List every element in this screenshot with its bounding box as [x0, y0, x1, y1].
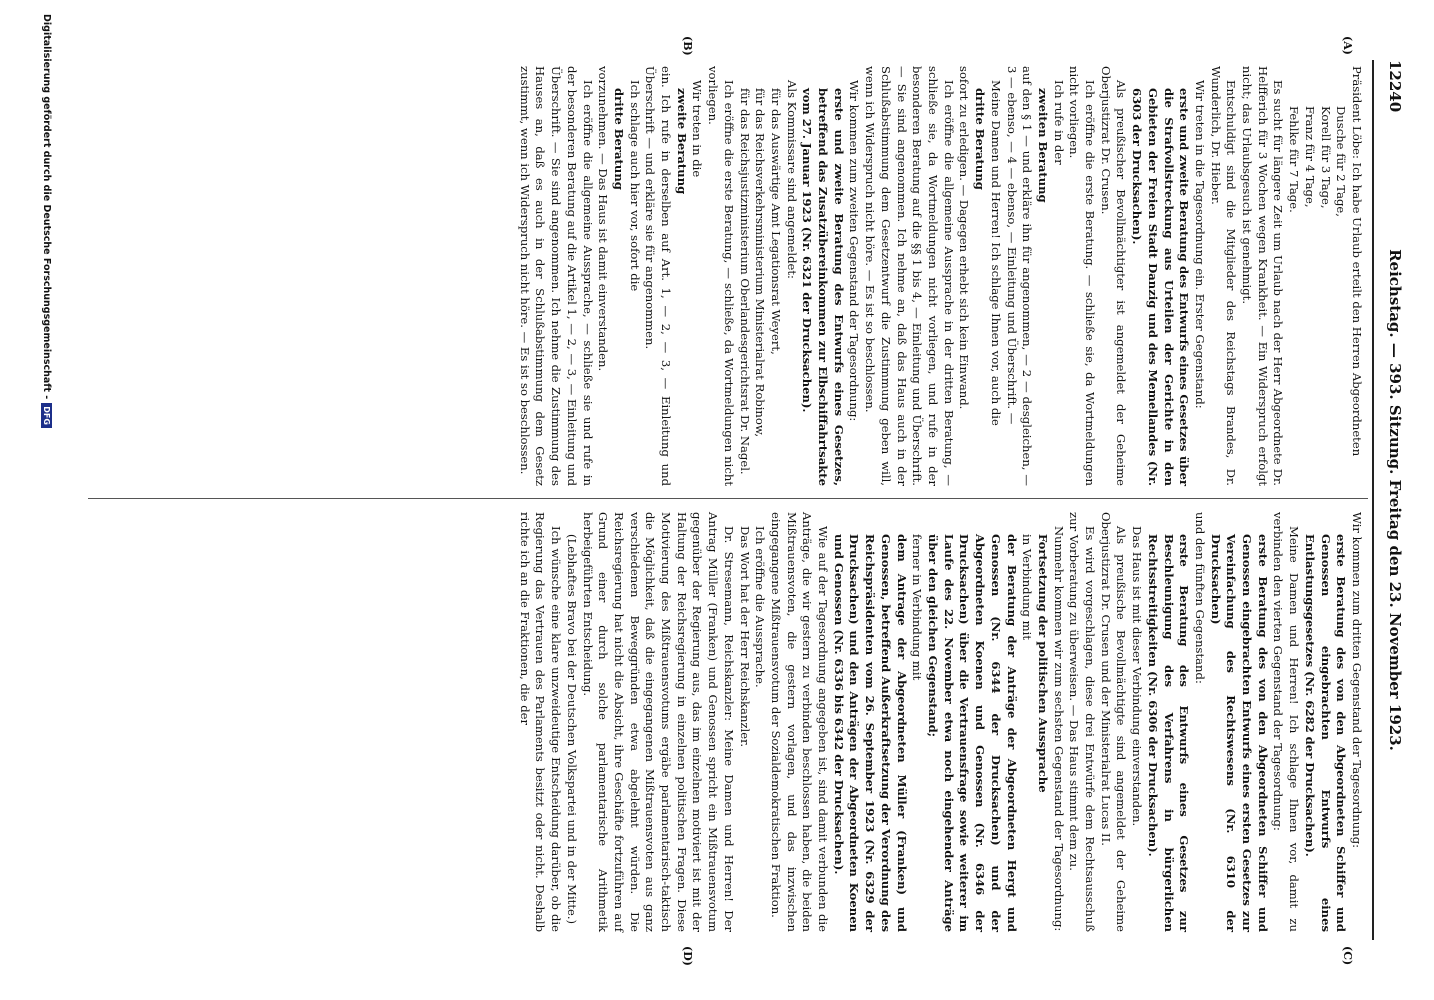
paragraph: erste Beratung des Entwurfs eines Gesetzes zur Beschleunigung des Verfahrens in bürgerlichen Rechtsstreitigkeiten (Nr. 6306 der Drucksachen).: [1145, 534, 1192, 932]
paragraph: Korell für 3 Tage,: [1318, 106, 1333, 209]
header-rule: [1372, 60, 1374, 940]
paragraph: Ich eröffne die erste Beratung. — schließe sie, da Wortmeldungen nicht vorliegen.: [1067, 66, 1098, 486]
paragraph: erste und zweite Beratung des Entwurfs eines Gesetzes, betreffend das Zusatzübereinkommen zur Elbschiffahrtsakte vom 27. Januar 1923 (Nr. 6321 der Drucksachen).: [800, 88, 846, 486]
paragraph: Ich schlage auch hier vor, sofort die: [627, 80, 642, 292]
paragraph: Meine Damen und Herren! Ich schlage Ihnen vor, auch die: [988, 80, 1003, 426]
left-column: [516, 66, 1364, 486]
paragraph: dritte Beratung: [973, 88, 988, 190]
paragraph: Fehlke für 7 Tage.: [1287, 106, 1302, 213]
paragraph: ferner in Verbindung mit: [910, 534, 925, 681]
paragraph: erste und zweite Beratung des Entwurfs eines Gesetzes über die Strafvollstreckung aus Urteilen der Gerichte in den Gebieten der Freien Stadt Danzig und des Memellandes (Nr. 6303 der Drucksachen).: [1130, 88, 1192, 486]
paragraph: Meine Damen und Herren! Ich schlage Ihnen vor, damit zu verbinden den vierten Gegenstand der Tagesordnung:: [1271, 512, 1302, 932]
paragraph: (Lebhaftes Bravo bei der Deutschen Volkspartei und in der Mitte.): [564, 534, 579, 925]
running-title: Reichstag. — 393. Sitzung. Freitag den 23. November 1923.: [1386, 249, 1404, 751]
paragraph: Dusche für 2 Tage,: [1334, 106, 1349, 217]
paragraph: dritte Beratung: [611, 88, 626, 190]
digitization-text: Digitalisierung gefördert durch die Deutsche Forschungsgemeinschaft -: [41, 14, 52, 400]
paragraph: und den fünften Gegenstand:: [1192, 512, 1207, 684]
paragraph: Als preußische Bevollmächtigte sind angemeldet der Geheime Oberjustizrat Dr. Crusen und der Ministerialrat Lucas II.: [1098, 512, 1129, 932]
paragraph: für das Reichsjustizministerium Oberlandesgerichtsrat Dr. Nagel.: [737, 88, 752, 475]
paragraph: Ich eröffne die erste Beratung, — schließe, da Wortmeldungen nicht vorliegen.: [706, 66, 736, 486]
paragraph: Ich eröffne die Aussprache.: [753, 526, 768, 688]
paragraph: auf den § 1 — und erkläre ihn für angenommen, — 2 — desgleichen, — 3 — ebenso, — 4 — ebenso, — Einleitung und Überschrift. —: [1004, 66, 1035, 486]
digitization-note: [41, 14, 52, 994]
paragraph: erste Beratung des von den Abgeordneten Schiffer und Genossen eingebrachten Entwurfs eines Entlastungsgesetzes (Nr. 6282 der Drucksachen).: [1302, 534, 1349, 932]
document-page: [34, 0, 1434, 1000]
paragraph: Fortsetzung der politischen Aussprache: [1035, 534, 1050, 793]
margin-mark-c: (C): [1341, 946, 1354, 966]
paragraph: zweiten Beratung: [1035, 88, 1050, 203]
paragraph: Wir kommen zum dritten Gegenstand der Tagesordnung:: [1350, 512, 1364, 849]
paragraph: Das Wort hat der Herr Reichskanzler.: [737, 526, 752, 748]
paragraph: sofort zu erledigen. — Dagegen erhebt sich kein Einwand.: [957, 66, 972, 410]
margin-mark-d: (D): [681, 946, 694, 966]
paragraph: zweite Beratung: [674, 88, 689, 195]
paragraph: der Beratung der Anträge der Abgeordneten Hergt und Genossen (Nr. 6344 der Drucksachen) und der Abgeordneten Koenen und Genossen (Nr. 6346 der Drucksachen) über die Vertrauensfrage sowie weiterer im Laufe des 22. November etwa noch eingehender Anträge über den gleichen Gegenstand;: [926, 534, 1019, 932]
paragraph: für das Auswärtige Amt Legationsrat Weyert,: [768, 88, 783, 355]
page-header: [1376, 60, 1404, 940]
paragraph: Ich eröffne die allgemeine Aussprache, — schließe sie und rufe in der besonderen Beratung auf die Artikel 1, — 2, — 3, — Einleitung und Überschrift. — Sie sind angenommen. Ich nehme die Zustimmung des Hauses an, daß es auch in der Schlußabstimmung dem Gesetz zustimmt, wenn ich Widerspruch nicht höre. — Es ist so beschlossen.: [517, 66, 595, 486]
paragraph: Wie auf der Tagesordnung angegeben ist, sind damit verbunden die Anträge, die wir gestern zu verbinden beschlossen haben, die beiden Mißtrauensvoten, die gestern vorlagen, und das inzwischen eingegangene Mißtrauensvotum der Sozialdemokratischen Fraktion.: [768, 512, 831, 932]
paragraph: in Verbindung mit: [1020, 534, 1035, 640]
paragraph: Nunmehr kommen wir zum sechsten Gegenstand der Tagesordnung:: [1051, 526, 1066, 932]
dfg-logo-badge: DFG: [41, 403, 52, 428]
paragraph: für das Reichsverkehrsministerium Ministerialrat Robinow,: [753, 88, 768, 438]
paragraph: Es wird vorgeschlagen, diese drei Entwürfe dem Rechtsausschuß zur Vorberatung zu überweisen. — Das Haus stimmt dem zu.: [1067, 512, 1098, 932]
margin-mark-a: (A): [1341, 36, 1354, 55]
paragraph: erste Beratung des von den Abgeordneten Schiffer und Genossen eingebrachten Entwurfs eines ersten Gesetzes zur Vereinfachung des Rechtswesens (Nr. 6310 der Drucksachen): [1208, 534, 1270, 932]
right-column: [516, 512, 1364, 932]
paragraph: Wir treten in die Tagesordnung ein. Erster Gegenstand:: [1192, 80, 1207, 409]
paragraph: Franz für 4 Tage,: [1302, 106, 1317, 208]
paragraph: Als preußischer Bevollmächtigter ist angemeldet der Geheime Oberjustizrat Dr. Crusen.: [1098, 66, 1129, 486]
paragraph: vorzunehmen. — Das Haus ist damit einverstanden.: [596, 66, 611, 372]
paragraph: dem Antrage der Abgeordneten Müller (Franken) und Genossen, betreffend Außerkraftsetzung der Verordnung des Reichspräsidenten vom 26. September 1923 (Nr. 6329 der Drucksachen) und den Anträgen der Abgeordneten Koenen und Genossen (Nr. 6336 bis 6342 der Drucksachen).: [831, 534, 909, 932]
column-divider: [88, 498, 1368, 499]
paragraph: Wir kommen zum zweiten Gegenstand der Tagesordnung:: [847, 80, 862, 422]
paragraph: Das Haus ist mit dieser Verbindung einverstanden.: [1130, 526, 1145, 827]
paragraph: Präsident Löbe: Ich habe Urlaub erteilt den Herren Abgeordneten: [1350, 66, 1364, 457]
paragraph: Wir treten in die: [690, 80, 705, 178]
paragraph: Ich eröffne die allgemeine Aussprache in der dritten Beratung, — schließe sie, da Wortmeldungen nicht vorliegen, und rufe in der besonderen Beratung auf die §§ 1 bis 4, — Einleitung und Überschrift. — Sie sind angenommen. Ich nehme an, daß das Haus auch in der Schlußabstimmung dem Gesetzentwurf die Zustimmung geben will, wenn ich Widerspruch nicht höre. — Es ist so beschlossen.: [863, 66, 956, 486]
paragraph: ein. Ich rufe in derselben auf Art. 1, — 2, — 3, — Einleitung und Überschrift — und erkläre sie für angenommen.: [643, 66, 674, 486]
paragraph: Entschuldigt sind die Mitglieder des Reichstags Brandes, Dr. Wunderlich, Dr. Hieber.: [1208, 66, 1239, 486]
paragraph: Ich wünsche eine klare unzweideutige Entscheidung darüber, ob die Regierung das Vertrauen des Parlaments besitzt oder nicht. Deshalb richte ich an die Fraktionen, die der: [517, 512, 564, 932]
paragraph: Ich rufe in der: [1051, 80, 1066, 165]
margin-mark-b: (B): [681, 36, 694, 56]
paragraph: Es sucht für längere Zeit um Urlaub nach der Herr Abgeordnete Dr. Helfferich für 3 Wochen wegen Krankheit. — Ein Widerspruch erfolgt nicht; das Urlaubsgesuch ist genehmigt.: [1240, 66, 1286, 486]
paragraph: Als Kommissare sind angemeldet:: [784, 80, 799, 279]
paragraph: Dr. Stresemann, Reichskanzler: Meine Damen und Herren! Der Antrag Müller (Franken) und Genossen spricht ein Mißtrauensvotum gegenüber der Regierung aus, das im einzelnen motiviert ist mit der Haltung der Reichsregierung in einzelnen politischen Fragen. Diese Motivierung des Mißtrauensvotums ergäbe parlamentarisch-taktisch die Möglichkeit, daß die eingegangenen Mißtrauensvoten aus ganz verschiedenen Beweggründen etwa abgelehnt würden. Die Reichsregierung hat nicht die Absicht, ihre Geschäfte fortzuführen auf Grund einer durch solche parlamentarische Arithmetik herbeigeführten Entscheidung.: [580, 512, 736, 932]
page-number: 12240: [1386, 60, 1404, 113]
